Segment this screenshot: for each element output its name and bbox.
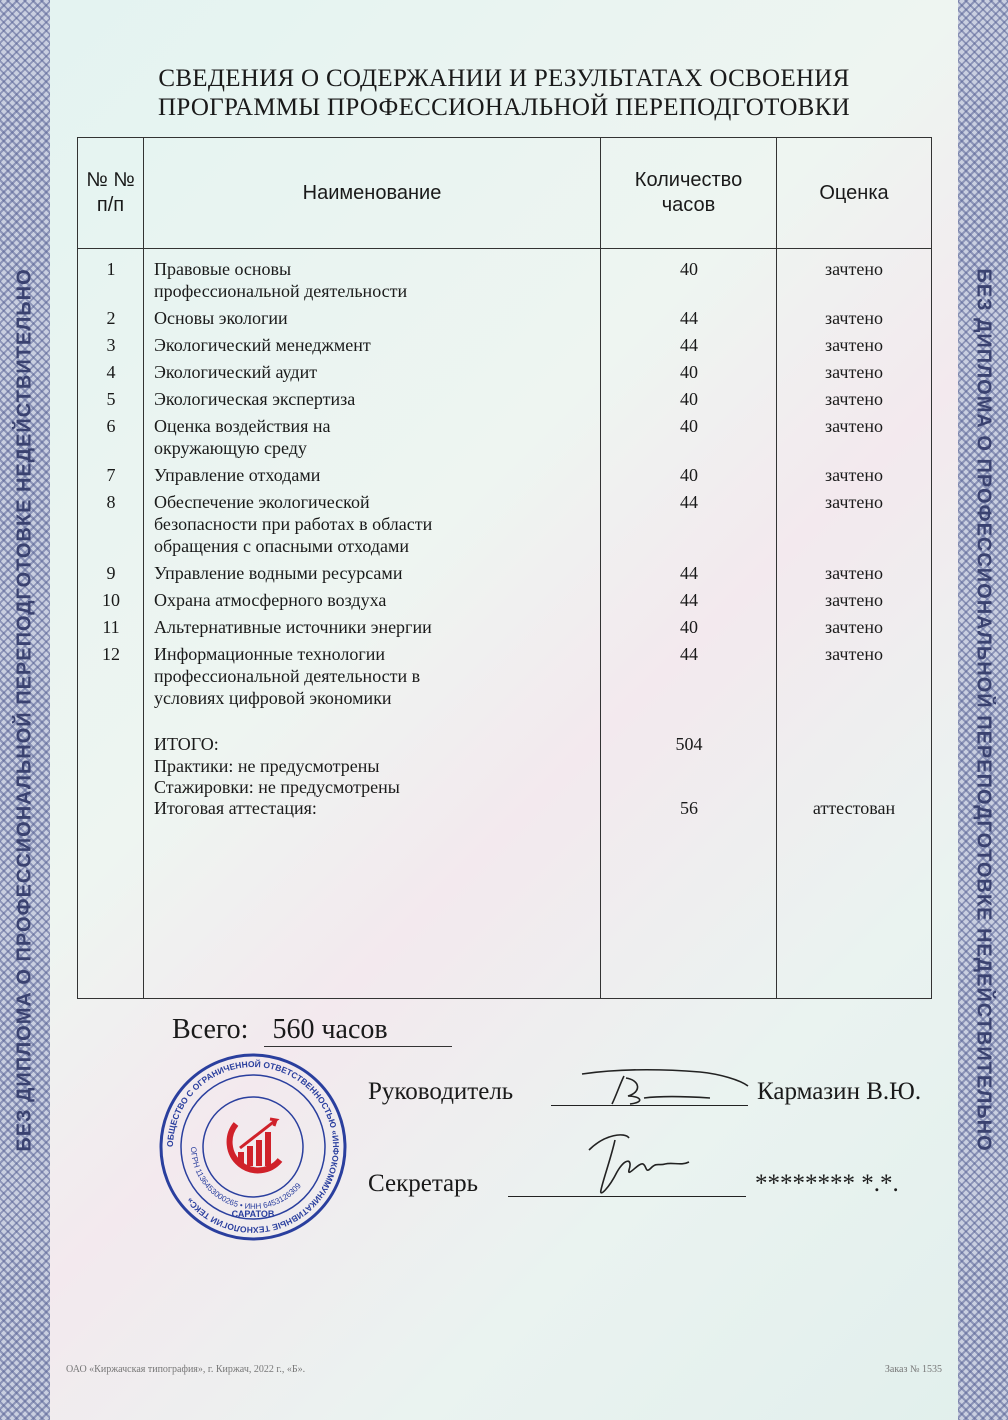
row-hours: 40 [680, 389, 698, 409]
row-number: 12 [102, 644, 120, 664]
head-signature [580, 1068, 750, 1108]
course-name-line: Информационные технологии [154, 644, 386, 664]
row-number: 4 [106, 362, 116, 382]
border-warning-text-left: БЕЗ ДИПЛОМА О ПРОФЕССИОНАЛЬНОЙ ПЕРЕПОДГОТОВКЕ НЕДЕЙСТВИТЕЛЬНО [13, 268, 36, 1152]
title-line-2: ПРОГРАММЫ ПРОФЕССИОНАЛЬНОЙ ПЕРЕПОДГОТОВКИ [158, 94, 850, 121]
row-number: 3 [106, 335, 116, 355]
row-hours: 40 [680, 416, 698, 436]
head-label: Руководитель [368, 1078, 514, 1105]
course-name-line: Управление отходами [154, 465, 321, 485]
row-hours: 44 [680, 644, 698, 664]
row-number: 9 [106, 563, 116, 583]
row-grade: зачтено [825, 563, 883, 583]
secretary-name: ******** *.*. [755, 1170, 899, 1197]
row-hours: 40 [680, 465, 698, 485]
summary-total-label: ИТОГО: [154, 734, 219, 754]
row-number: 11 [102, 617, 120, 637]
row-course-name [154, 491, 594, 557]
course-name-line: Охрана атмосферного воздуха [154, 590, 387, 610]
row-hours: 44 [680, 335, 698, 355]
course-name-line: безопасности при работах в области [154, 514, 433, 534]
header-num-line2: п/п [96, 194, 125, 216]
course-name-line: условиях цифровой экономики [154, 688, 392, 708]
row-number: 10 [102, 590, 120, 610]
course-name-line: Управление водными ресурсами [154, 563, 403, 583]
row-course-name [154, 388, 594, 410]
total-value: 560 часов [264, 1014, 452, 1047]
total-hours [172, 1014, 452, 1047]
course-name-line: Экологический менеджмент [154, 335, 371, 355]
summary-internship: Стажировки: не предусмотрены [154, 777, 400, 797]
row-grade: зачтено [825, 362, 883, 382]
course-name-line: Экологический аудит [154, 362, 318, 382]
course-name-line: профессиональной деятельности [154, 281, 408, 301]
title-line-1: СВЕДЕНИЯ О СОДЕРЖАНИИ И РЕЗУЛЬТАТАХ ОСВОЕНИЯ [158, 65, 850, 92]
summary-final-hours: 56 [680, 798, 698, 818]
row-grade: зачтено [825, 389, 883, 409]
seal-logo-icon [230, 1119, 280, 1170]
course-name-line: Оценка воздействия на [154, 416, 331, 436]
row-hours: 40 [680, 362, 698, 382]
course-name-line: Основы экологии [154, 308, 288, 328]
border-warning-text-right: БЕЗ ДИПЛОМА О ПРОФЕССИОНАЛЬНОЙ ПЕРЕПОДГОТОВКЕ НЕДЕЙСТВИТЕЛЬНО [972, 268, 995, 1152]
row-course-name [154, 258, 594, 302]
row-number: 8 [106, 492, 116, 512]
header-num-line1: № № [86, 169, 135, 191]
course-name-line: обращения с опасными отходами [154, 536, 409, 556]
course-name-line: окружающую среду [154, 438, 307, 458]
summary-final-grade: аттестован [812, 798, 896, 818]
row-number: 6 [106, 416, 116, 436]
row-grade: зачтено [825, 259, 883, 279]
row-course-name [154, 464, 594, 486]
secretary-label: Секретарь [368, 1170, 479, 1197]
row-number: 7 [106, 465, 116, 485]
document-title [80, 64, 928, 122]
seal-inner-text: ОГРН 1136453000265 • ИНН 6453126309 [188, 1146, 303, 1212]
header-divider [78, 248, 931, 249]
organization-seal [158, 1052, 348, 1242]
row-grade: зачтено [825, 308, 883, 328]
header-hours [601, 138, 776, 248]
row-grade: зачтено [825, 465, 883, 485]
row-course-name [154, 307, 594, 329]
row-course-name [154, 361, 594, 383]
row-course-name [154, 616, 594, 638]
secretary-signature [585, 1128, 695, 1200]
row-grade: зачтено [825, 335, 883, 355]
row-grade: зачтено [825, 590, 883, 610]
row-hours: 44 [680, 563, 698, 583]
course-name-line: Обеспечение экологической [154, 492, 370, 512]
row-hours: 40 [680, 617, 698, 637]
row-number: 5 [106, 389, 116, 409]
row-number: 2 [106, 308, 116, 328]
row-hours: 44 [680, 308, 698, 328]
courses-table [77, 137, 932, 999]
security-border-right [958, 0, 1008, 1420]
header-hours-line1: Количество [634, 169, 743, 191]
seal-outer-text: ОБЩЕСТВО С ОГРАНИЧЕННОЙ ОТВЕТСТВЕННОСТЬЮ «ИНФОКОММУНИКАТИВНЫЕ ТЕХНОЛОГИИ ТЕКС» [164, 1058, 342, 1236]
row-grade: зачтено [825, 492, 883, 512]
row-course-name [154, 589, 594, 611]
head-name: Кармазин В.Ю. [757, 1078, 922, 1105]
row-course-name [154, 415, 594, 459]
row-hours: 40 [680, 259, 698, 279]
security-border-left [0, 0, 50, 1420]
summary-final-label: Итоговая аттестация: [154, 798, 317, 818]
course-name-line: профессиональной деятельности в [154, 666, 421, 686]
row-hours: 44 [680, 590, 698, 610]
printer-footer: ОАО «Киржачская типография», г. Киржач, 2022 г., «Б». [66, 1364, 306, 1375]
row-grade: зачтено [825, 644, 883, 664]
header-grade: Оценка [819, 181, 889, 204]
summary-practice: Практики: не предусмотрены [154, 756, 380, 776]
row-grade: зачтено [825, 416, 883, 436]
course-name-line: Альтернативные источники энергии [154, 617, 432, 637]
total-label: Всего: [172, 1014, 249, 1045]
row-hours: 44 [680, 492, 698, 512]
order-number: Заказ № 1535 [884, 1364, 942, 1375]
seal-city: САРАТОВ [231, 1209, 275, 1219]
header-num [78, 138, 143, 248]
summary-total-hours: 504 [675, 734, 703, 754]
header-hours-line2: часов [661, 194, 716, 216]
row-course-name [154, 334, 594, 356]
row-course-name [154, 643, 594, 709]
row-grade: зачтено [825, 617, 883, 637]
header-name: Наименование [302, 181, 442, 204]
row-number: 1 [106, 259, 116, 279]
course-name-line: Экологическая экспертиза [154, 389, 356, 409]
row-course-name [154, 562, 594, 584]
course-name-line: Правовые основы [154, 259, 292, 279]
